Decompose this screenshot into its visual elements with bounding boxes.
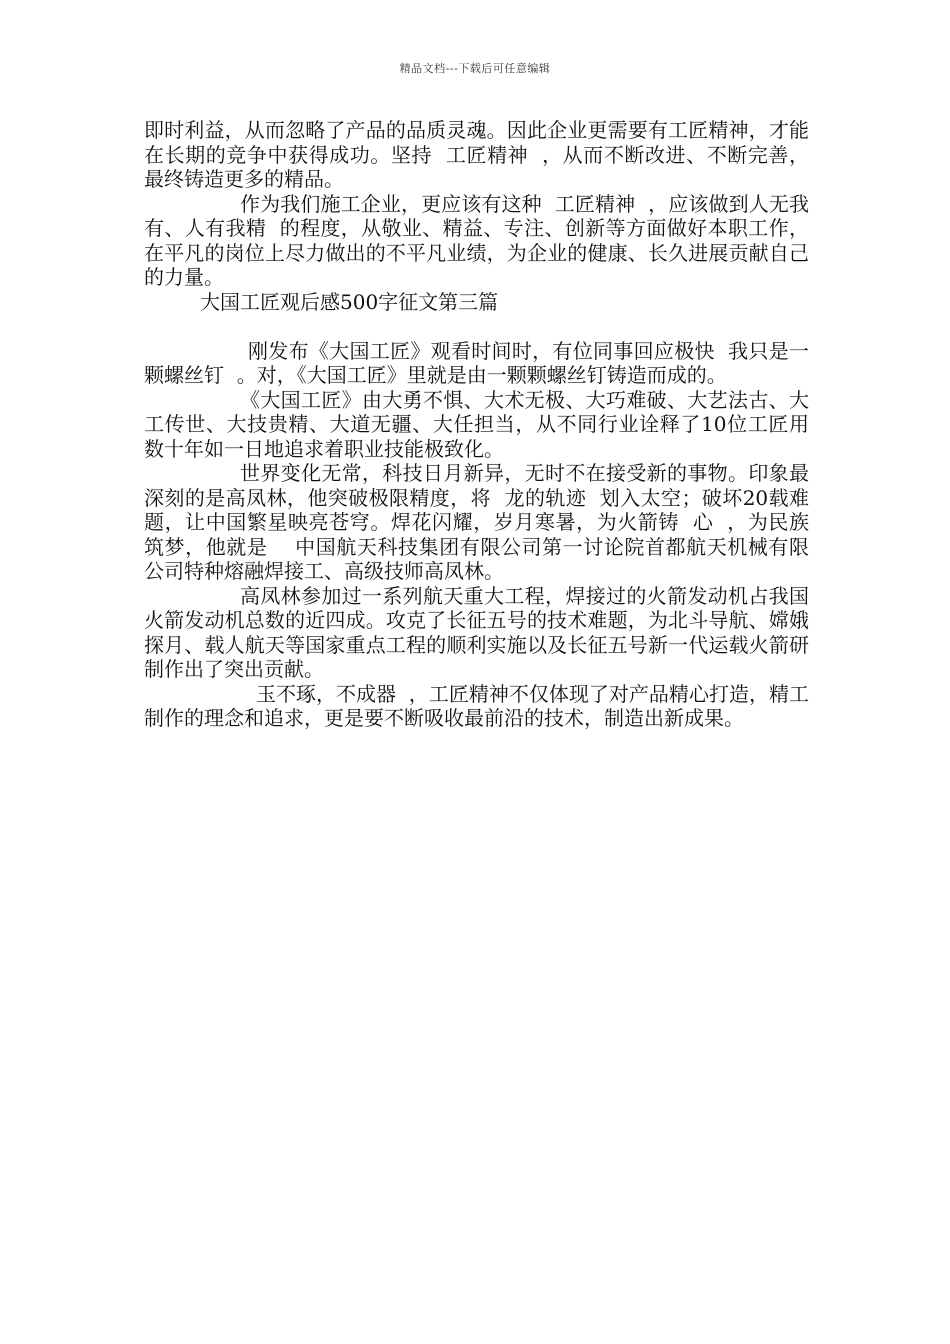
paragraph-conclusion: 玉不琢，不成器 ，工匠精神不仅体现了对产品精心打造，精工制作的理念和追求，更是要不断吸收最前沿的技术，制造出新成果。 xyxy=(144,681,809,730)
paragraph-gao-fenglin-achievements: 高凤林参加过一系列航天重大工程，焊接过的火箭发动机占我国火箭发动机总数的近四成。攻克了长征五号的技术难题，为北斗导航、嫦娥探月、载人航天等国家重点工程的顺利实施以及长征五号新一代运载火箭研制作出了突出贡献。 xyxy=(144,583,809,681)
section-heading: 大国工匠观后感500字征文第三篇 xyxy=(200,289,499,314)
blank-line xyxy=(144,314,809,339)
document-body xyxy=(144,118,809,731)
paragraph-construction-enterprise: 作为我们施工企业，更应该有这种 工匠精神 ，应该做到人无我有、人有我精 的程度，从敬业、精益、专注、创新等方面做好本职工作，在平凡的岗位上尽力做出的不平凡业绩，为企业的健康、长久进展贡献自己的力量。 xyxy=(144,191,809,289)
paragraph-continuation: 即时利益，从而忽略了产品的品质灵魂。因此企业更需要有工匠精神，才能在长期的竞争中获得成功。坚持 工匠精神 ，从而不断改进、不断完善，最终铸造更多的精品。 xyxy=(144,118,809,191)
paragraph-eight-themes: 《大国工匠》由大勇不惧、大术无极、大巧难破、大艺法古、大工传世、大技贵精、大道无疆、大任担当，从不同行业诠释了10位工匠用数十年如一日地追求着职业技能极致化。 xyxy=(144,387,809,461)
paragraph-gao-fenglin-intro: 世界变化无常，科技日月新异，无时不在接受新的事物。印象最深刻的是高凤林，他突破极限精度，将 龙的轨迹 划入太空；破坏20载难题，让中国繁星映亮苍穹。焊花闪耀，岁月寒暑，为火箭铸 心 ，为民族筑梦，他就是 中国航天科技集团有限公司第一讨论院首都航天机械有限公司特种熔融焊接工、高级技师高凤林。 xyxy=(144,461,809,583)
paragraph-screw-nail: 刚发布《大国工匠》观看时间时，有位同事回应极快 我只是一颗螺丝钉 。对，《大国工匠》里就是由一颗颗螺丝钉铸造而成的。 xyxy=(144,338,809,387)
page-header: 精品文档---下载后可任意编辑 xyxy=(399,62,551,75)
